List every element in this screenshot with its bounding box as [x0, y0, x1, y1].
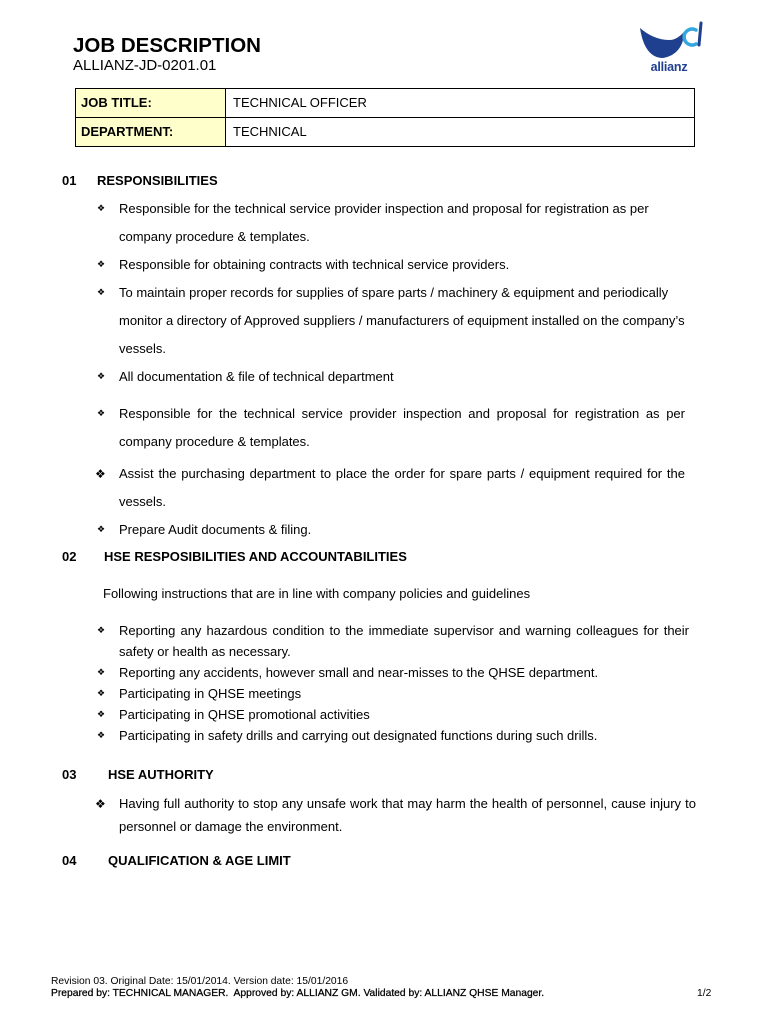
section-number: 04: [62, 853, 77, 868]
list-item-line: Participating in QHSE promotional activities: [119, 707, 370, 722]
list-item-line: safety or health as necessary.: [119, 644, 291, 659]
list-item-line: vessels.: [119, 494, 166, 509]
approval-info: Prepared by: TECHNICAL MANAGER. Approved by: ALLIANZ GM. Validated by: ALLIANZ QHSE Manager.: [51, 988, 545, 999]
bullet-icon: ❖: [97, 689, 106, 699]
bullet-icon: ❖: [97, 626, 106, 636]
department-label: DEPARTMENT:: [76, 118, 226, 147]
logo-wing-shape: [640, 28, 684, 58]
bullet-icon: ❖: [97, 409, 106, 419]
bullet-icon: ❖: [95, 467, 106, 481]
section-intro: Following instructions that are in line with company policies and guidelines: [103, 586, 531, 601]
revision-info: Revision 03. Original Date: 15/01/2014. Version date: 15/01/2016: [51, 976, 349, 987]
section-title: HSE AUTHORITY: [108, 767, 214, 782]
list-item-line: Assist the purchasing department to place the order for spare parts / equipment required for the: [119, 466, 685, 481]
bullet-icon: ❖: [97, 731, 106, 741]
bullet-icon: ❖: [97, 260, 106, 270]
list-item-line: monitor a directory of Approved suppliers / manufacturers of equipment installed on the company’s: [119, 313, 685, 328]
bullet-icon: ❖: [97, 525, 106, 535]
logo-wordmark: allianz: [650, 60, 688, 74]
list-item-line: All documentation & file of technical department: [119, 369, 394, 384]
list-item-line: Participating in safety drills and carrying out designated functions during such drills.: [119, 728, 598, 743]
list-item-line: To maintain proper records for supplies of spare parts / machinery & equipment and periodically: [119, 285, 669, 300]
list-item-line: Responsible for the technical service provider inspection and proposal for registration as per: [119, 406, 685, 421]
section-title: RESPONSIBILITIES: [97, 173, 218, 188]
job-title-value: TECHNICAL OFFICER: [226, 89, 695, 118]
logo-stem-shape: [699, 23, 701, 45]
document-code: ALLIANZ-JD-0201.01: [73, 57, 217, 74]
department-value: TECHNICAL: [226, 118, 695, 147]
list-item-line: Responsible for the technical service provider inspection and proposal for registration as per: [119, 201, 649, 216]
section-title: QUALIFICATION & AGE LIMIT: [108, 853, 291, 868]
section-number: 02: [62, 549, 77, 564]
list-item-line: Responsible for obtaining contracts with technical service providers.: [119, 257, 510, 272]
list-item-line: Reporting any accidents, however small and near-misses to the QHSE department.: [119, 665, 599, 680]
bullet-icon: ❖: [95, 797, 106, 811]
page-number: 1/2: [697, 988, 712, 999]
list-item-line: personnel or damage the environment.: [119, 819, 343, 834]
bullet-icon: ❖: [97, 372, 106, 382]
allianz-logo: [632, 20, 712, 82]
bullet-icon: ❖: [97, 710, 106, 720]
list-item-line: company procedure & templates.: [119, 229, 310, 244]
job-title-label: JOB TITLE:: [76, 89, 226, 118]
list-item-line: Reporting any hazardous condition to the immediate supervisor and warning colleagues for their: [119, 623, 689, 638]
bullet-icon: ❖: [97, 668, 106, 678]
section-number: 01: [62, 173, 77, 188]
bullet-icon: ❖: [97, 288, 106, 298]
logo-ring-shape: [684, 29, 696, 45]
list-item-line: Prepare Audit documents & filing.: [119, 522, 312, 537]
department-row: [76, 118, 695, 147]
list-item-line: Participating in QHSE meetings: [119, 686, 302, 701]
section-title: HSE RESPOSIBILITIES AND ACCOUNTABILITIES: [104, 549, 407, 564]
job-info-table: [75, 88, 695, 147]
list-item-line: vessels.: [119, 341, 166, 356]
bullet-icon: ❖: [97, 204, 106, 214]
list-item-line: Having full authority to stop any unsafe work that may harm the health of personnel, cause injury to: [119, 796, 696, 811]
section-number: 03: [62, 767, 77, 782]
document-title: JOB DESCRIPTION: [73, 34, 261, 57]
job-title-row: [76, 89, 695, 118]
list-item-line: company procedure & templates.: [119, 434, 310, 449]
